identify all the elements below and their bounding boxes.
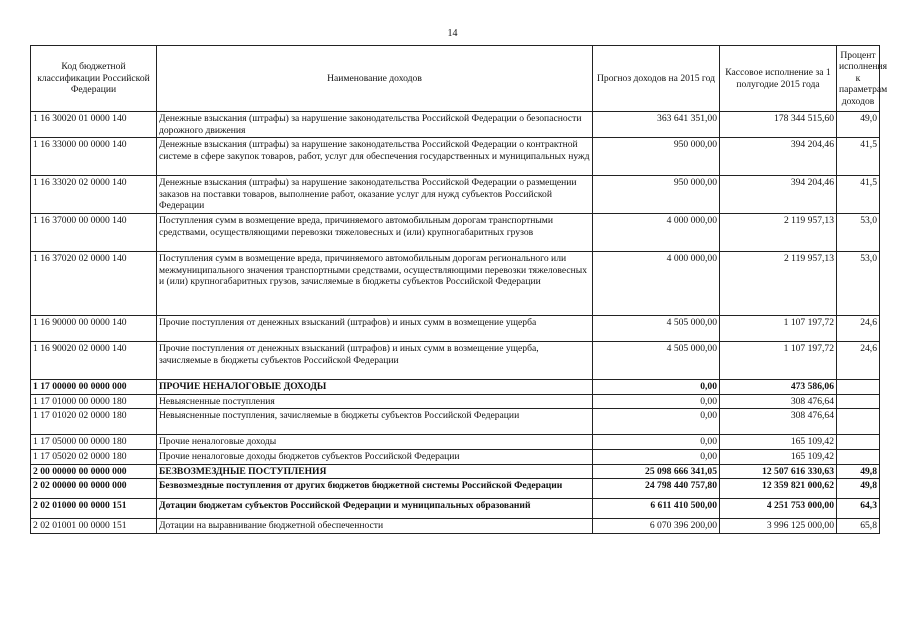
row-forecast: 25 098 666 341,05 — [593, 464, 720, 479]
row-code: 1 17 05000 00 0000 180 — [31, 435, 157, 450]
row-percent: 49,8 — [837, 479, 880, 499]
table-row — [31, 464, 880, 479]
row-actual: 394 204,46 — [720, 176, 837, 214]
table-row — [31, 449, 880, 464]
row-actual: 308 476,64 — [720, 394, 837, 409]
row-code: 1 16 33020 02 0000 140 — [31, 176, 157, 214]
row-actual: 12 507 616 330,63 — [720, 464, 837, 479]
row-name: ПРОЧИЕ НЕНАЛОГОВЫЕ ДОХОДЫ — [157, 380, 593, 395]
row-percent: 41,5 — [837, 138, 880, 176]
row-actual: 2 119 957,13 — [720, 252, 837, 316]
table-row — [31, 176, 880, 214]
row-name: Невыясненные поступления — [157, 394, 593, 409]
row-name: Поступления сумм в возмещение вреда, причиняемого автомобильным дорогам регионального или межмуниципального значения транспортными средствами, осуществляющими перевозки тяжеловесных и (или) крупногабаритных грузов, зачисляемые в бюджеты субъектов Российской Федерации — [157, 252, 593, 316]
row-forecast: 6 070 396 200,00 — [593, 519, 720, 534]
row-code: 1 16 90000 00 0000 140 — [31, 316, 157, 342]
table-body — [31, 112, 880, 534]
page-number: 14 — [447, 28, 458, 39]
row-name: Прочие поступления от денежных взысканий (штрафов) и иных сумм в возмещение ущерба, зачисляемые в бюджеты субъектов Российской Федерации — [157, 342, 593, 380]
row-code: 2 02 00000 00 0000 000 — [31, 479, 157, 499]
row-forecast: 4 000 000,00 — [593, 252, 720, 316]
row-percent: 65,8 — [837, 519, 880, 534]
row-forecast: 4 505 000,00 — [593, 316, 720, 342]
row-code: 1 17 01020 02 0000 180 — [31, 409, 157, 435]
row-actual: 165 109,42 — [720, 449, 837, 464]
row-actual: 178 344 515,60 — [720, 112, 837, 138]
row-actual: 1 107 197,72 — [720, 342, 837, 380]
row-forecast: 24 798 440 757,80 — [593, 479, 720, 499]
row-code: 2 00 00000 00 0000 000 — [31, 464, 157, 479]
row-actual: 473 586,06 — [720, 380, 837, 395]
header-percent: Процент исполнения к параметрам доходов — [837, 46, 880, 112]
row-actual: 1 107 197,72 — [720, 316, 837, 342]
row-name: Прочие неналоговые доходы бюджетов субъектов Российской Федерации — [157, 449, 593, 464]
table-row — [31, 519, 880, 534]
row-code: 1 17 05020 02 0000 180 — [31, 449, 157, 464]
row-percent — [837, 449, 880, 464]
row-name: Денежные взыскания (штрафы) за нарушение законодательства Российской Федерации о безопасности дорожного движения — [157, 112, 593, 138]
table-row — [31, 499, 880, 519]
header-actual: Кассовое исполнение за 1 полугодие 2015 года — [720, 46, 837, 112]
row-name: Поступления сумм в возмещение вреда, причиняемого автомобильным дорогам транспортными средствами, осуществляющими перевозки тяжеловесных и (или) крупногабаритных грузов — [157, 214, 593, 252]
row-code: 2 02 01000 00 0000 151 — [31, 499, 157, 519]
row-forecast: 4 000 000,00 — [593, 214, 720, 252]
row-code: 1 16 30020 01 0000 140 — [31, 112, 157, 138]
row-percent: 53,0 — [837, 252, 880, 316]
budget-table — [30, 45, 888, 534]
row-name: Прочие поступления от денежных взысканий (штрафов) и иных сумм в возмещение ущерба — [157, 316, 593, 342]
row-forecast: 0,00 — [593, 394, 720, 409]
row-name: Денежные взыскания (штрафы) за нарушение законодательства Российской Федерации о размещении заказов на поставки товаров, выполнение работ, оказание услуг для нужд субъектов Российской Федерации — [157, 176, 593, 214]
row-percent: 49,8 — [837, 464, 880, 479]
row-actual: 165 109,42 — [720, 435, 837, 450]
row-name: Дотации на выравнивание бюджетной обеспеченности — [157, 519, 593, 534]
row-code: 1 16 33000 00 0000 140 — [31, 138, 157, 176]
row-forecast: 0,00 — [593, 435, 720, 450]
row-percent: 24,6 — [837, 342, 880, 380]
row-percent: 64,3 — [837, 499, 880, 519]
row-percent — [837, 380, 880, 395]
row-forecast: 950 000,00 — [593, 176, 720, 214]
row-percent: 49,0 — [837, 112, 880, 138]
table-row — [31, 409, 880, 435]
table-row — [31, 316, 880, 342]
row-code: 1 16 37020 02 0000 140 — [31, 252, 157, 316]
table-row — [31, 380, 880, 395]
row-actual: 3 996 125 000,00 — [720, 519, 837, 534]
row-percent — [837, 435, 880, 450]
row-code: 1 16 90020 02 0000 140 — [31, 342, 157, 380]
table-row — [31, 479, 880, 499]
table-row — [31, 214, 880, 252]
row-percent: 41,5 — [837, 176, 880, 214]
row-name: Дотации бюджетам субъектов Российской Федерации и муниципальных образований — [157, 499, 593, 519]
row-code: 1 17 00000 00 0000 000 — [31, 380, 157, 395]
row-forecast: 950 000,00 — [593, 138, 720, 176]
row-name: Безвозмездные поступления от других бюджетов бюджетной системы Российской Федерации — [157, 479, 593, 499]
table-row — [31, 342, 880, 380]
row-actual: 394 204,46 — [720, 138, 837, 176]
row-percent: 53,0 — [837, 214, 880, 252]
table-row — [31, 252, 880, 316]
row-percent — [837, 409, 880, 435]
row-forecast: 0,00 — [593, 449, 720, 464]
table-row — [31, 138, 880, 176]
row-actual: 4 251 753 000,00 — [720, 499, 837, 519]
row-forecast: 0,00 — [593, 380, 720, 395]
row-percent — [837, 394, 880, 409]
row-forecast: 4 505 000,00 — [593, 342, 720, 380]
header-forecast: Прогноз доходов на 2015 год — [593, 46, 720, 112]
row-forecast: 0,00 — [593, 409, 720, 435]
table-header-row — [31, 46, 880, 112]
header-code: Код бюджетной классификации Российской Федерации — [31, 46, 157, 112]
table-row — [31, 112, 880, 138]
row-percent: 24,6 — [837, 316, 880, 342]
row-name: Невыясненные поступления, зачисляемые в бюджеты субъектов Российской Федерации — [157, 409, 593, 435]
row-name: Прочие неналоговые доходы — [157, 435, 593, 450]
row-actual: 2 119 957,13 — [720, 214, 837, 252]
row-code: 2 02 01001 00 0000 151 — [31, 519, 157, 534]
row-name: Денежные взыскания (штрафы) за нарушение законодательства Российской Федерации о контрактной системе в сфере закупок товаров, работ, услуг для обеспечения государственных и муниципальных нужд — [157, 138, 593, 176]
row-name: БЕЗВОЗМЕЗДНЫЕ ПОСТУПЛЕНИЯ — [157, 464, 593, 479]
row-forecast: 6 611 410 500,00 — [593, 499, 720, 519]
row-actual: 12 359 821 000,62 — [720, 479, 837, 499]
row-actual: 308 476,64 — [720, 409, 837, 435]
table-row — [31, 435, 880, 450]
row-code: 1 17 01000 00 0000 180 — [31, 394, 157, 409]
table-row — [31, 394, 880, 409]
header-name: Наименование доходов — [157, 46, 593, 112]
row-forecast: 363 641 351,00 — [593, 112, 720, 138]
row-code: 1 16 37000 00 0000 140 — [31, 214, 157, 252]
